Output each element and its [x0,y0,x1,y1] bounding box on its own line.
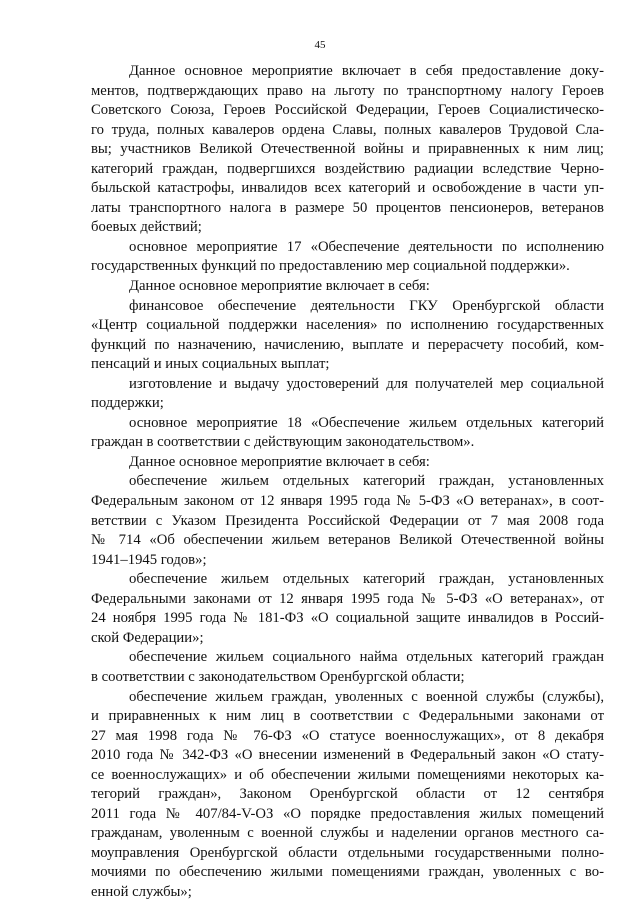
text-line: № 714 «Об обеспечении жильем ветеранов Великой Отечественной войны [91,532,604,549]
page-number: 45 [314,39,326,51]
text-line: ской Федерации»; [91,629,204,646]
text-line: Советского Союза, Героев Российской Федерации, Героев Социалистическо- [91,102,604,119]
text-line: обеспечение жильем отдельных категорий граждан, установленных [129,473,604,490]
text-line: быльской катастрофы, инвалидов всех категорий и освобождение в части уп- [91,180,604,197]
text-line: тегорий граждан», Законом Оренбургской области от 12 сентября [91,786,604,803]
text-line: и приравненных к ним лиц в соответствии с Федеральными законами от [91,708,604,725]
text-line: гражданам, уволенным с военной службы и наделении органов местного са- [91,825,604,842]
text-line: вы; участников Великой Отечественной войны и приравненных к ним лиц; [91,141,604,158]
text-line: обеспечение жильем отдельных категорий граждан, установленных [129,571,604,588]
text-line: граждан в соответствии с действующим законодательством». [91,434,475,451]
text-line: ментов, подтверждающих право на льготу по транспортному налогу Героев [91,82,604,99]
text-line: Данное основное мероприятие включает в себя предоставление доку- [129,63,604,79]
text-line: енной службы»; [91,883,192,900]
text-line: мочиями по обеспечению жилыми помещениями граждан, уволенных с во- [91,864,604,881]
text-line: основное мероприятие 18 «Обеспечение жильем отдельных категорий [129,414,604,431]
text-line: изготовление и выдачу удостоверений для получателей мер социальной [129,375,604,392]
text-line: 27 мая 1998 года № 76-ФЗ «О статусе военнослужащих», от 8 декабря [91,727,604,744]
body-text [91,62,604,903]
text-line: го труда, полных кавалеров ордена Славы, полных кавалеров Трудовой Сла- [91,121,604,138]
text-line: обеспечение жильем социального найма отдельных категорий граждан [129,649,604,666]
text-line: в соответствии с законодательством Оренбургской области; [91,668,465,685]
text-line: Федеральным законом от 12 января 1995 года № 5-ФЗ «О ветеранах», в соот- [91,493,604,510]
text-line: функций по назначению, начислению, выплате и перерасчету пособий, ком- [91,336,604,353]
text-line: Федеральными законами от 12 января 1995 года № 5-ФЗ «О ветеранах», от [91,590,604,607]
text-line: 2010 года № 342-ФЗ «О внесении изменений в Федеральный закон «О стату- [91,747,604,764]
text-line: категорий граждан, подвергшихся воздействию радиации вследствие Черно- [91,160,604,177]
text-line: Данное основное мероприятие включает в себя: [129,453,430,470]
text-line: латы транспортного налога в размере 50 процентов пенсионеров, ветеранов [91,199,604,216]
text-line: обеспечение жильем граждан, уволенных с военной службы (службы), [129,688,604,705]
text-line: Данное основное мероприятие включает в себя: [129,278,430,295]
text-line: финансовое обеспечение деятельности ГКУ Оренбургской области [129,297,604,314]
text-line: ветствии с Указом Президента Российской Федерации от 7 мая 2008 года [91,512,604,529]
text-line: поддержки; [91,395,164,412]
text-line: се военнослужащих» и об обеспечении жилыми помещениями некоторых ка- [91,766,604,783]
text-line: основное мероприятие 17 «Обеспечение деятельности по исполнению [129,238,604,255]
text-line: 24 ноября 1995 года № 181-ФЗ «О социальной защите инвалидов в Россий- [91,610,604,627]
text-line: 2011 года № 407/84-V-ОЗ «О порядке предоставления жилых помещений [91,805,604,822]
text-line: «Центр социальной поддержки населения» по исполнению государственных [91,317,604,334]
text-line: боевых действий; [91,219,202,236]
text-line: государственных функций по предоставлению мер социальной поддержки». [91,258,570,275]
text-line: моуправления Оренбургской области отдельными государственными полно- [91,844,604,861]
text-line: пенсаций и иных социальных выплат; [91,356,330,373]
text-line: 1941–1945 годов»; [91,551,207,568]
